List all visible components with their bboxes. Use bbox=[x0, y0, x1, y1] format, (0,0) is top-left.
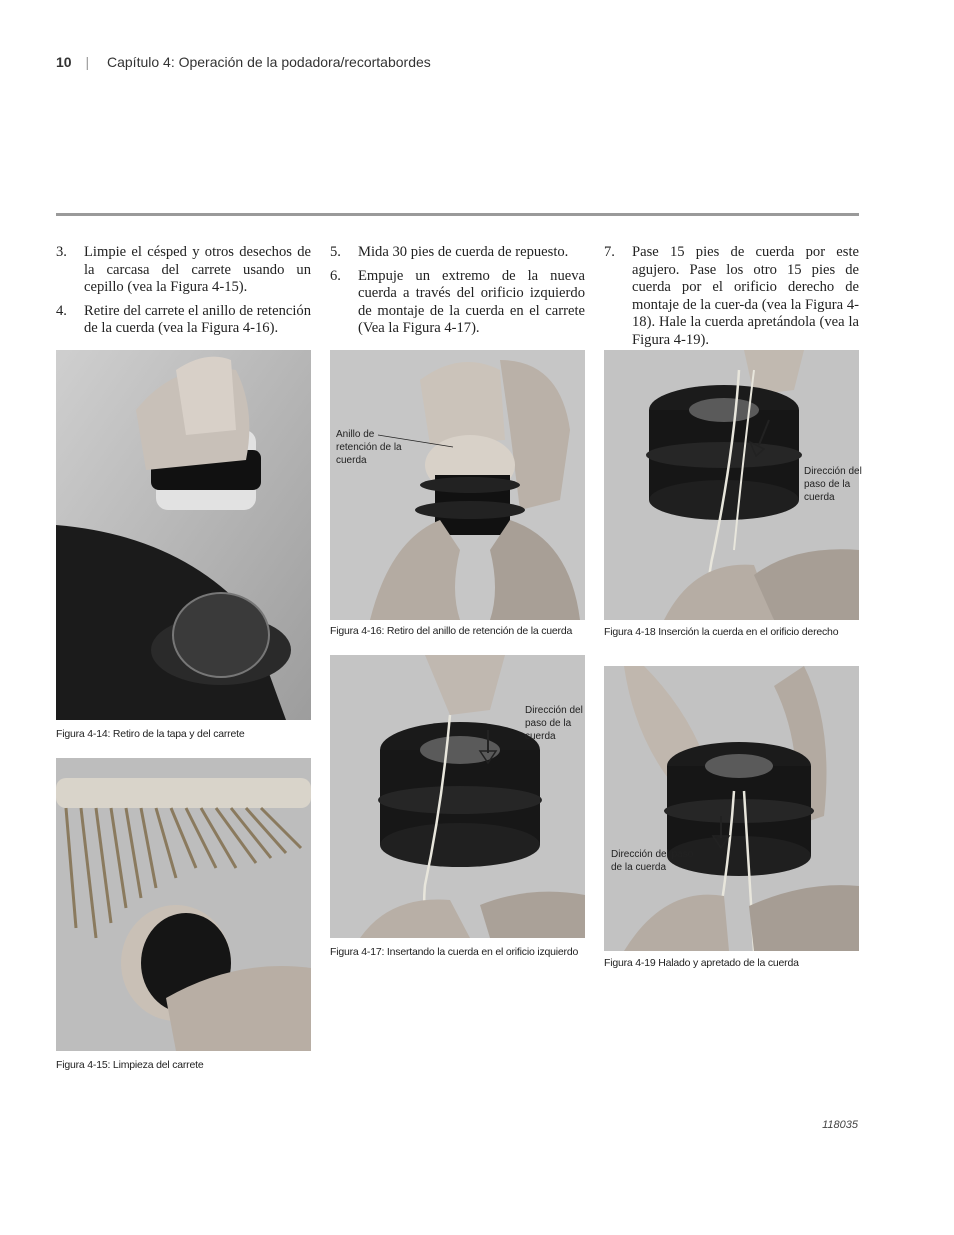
figure-4-19-caption: Figura 4-19 Halado y apretado de la cuerda bbox=[604, 957, 799, 969]
figure-4-18-caption: Figura 4-18 Inserción la cuerda en el orificio derecho bbox=[604, 626, 839, 638]
step-3: 3. Limpie el césped y otros desechos de la carcasa del carrete usando un cepillo (vea la Figura 4-15). bbox=[56, 244, 311, 296]
figure-4-14-caption: Figura 4-14: Retiro de la tapa y del carrete bbox=[56, 728, 245, 740]
figure-4-19-callout: Dirección del paso de la cuerda bbox=[611, 849, 694, 873]
section-divider bbox=[56, 213, 859, 216]
text-column-2 bbox=[330, 244, 585, 344]
figure-4-15-photo bbox=[56, 758, 311, 1051]
header-separator: | bbox=[85, 54, 90, 70]
chapter-title: Capítulo 4: Operación de la podadora/recortabordes bbox=[107, 54, 431, 70]
page-header bbox=[56, 54, 431, 70]
figure-4-14-photo bbox=[56, 350, 311, 720]
figure-4-18-callout: Dirección del paso de la cuerda bbox=[804, 466, 862, 503]
figure-4-15-caption: Figura 4-15: Limpieza del carrete bbox=[56, 1059, 204, 1071]
step-5: 5. Mida 30 pies de cuerda de repuesto. bbox=[330, 244, 569, 260]
figure-4-19-photo bbox=[604, 666, 859, 951]
step-6: 6. Empuje un extremo de la nueva cuerda a través del orificio izquierdo de montaje de la cuerda en el carrete (Vea la Figura 4-17). bbox=[330, 267, 585, 337]
page-number: 10 bbox=[56, 54, 72, 70]
figure-4-16-callout: Anillo de retención de la cuerda bbox=[336, 429, 402, 466]
figure-4-16-caption: Figura 4-16: Retiro del anillo de retención de la cuerda bbox=[330, 625, 573, 637]
text-column-3 bbox=[604, 244, 859, 356]
figure-4-17-photo bbox=[330, 655, 585, 938]
figure-4-16-photo bbox=[330, 350, 585, 620]
step-4: 4. Retire del carrete el anillo de retención de la cuerda (vea la Figura 4-16). bbox=[56, 302, 311, 337]
document-number: 118035 bbox=[822, 1119, 858, 1131]
step-7: 7. Pase 15 pies de cuerda por este agujero. Pase los otro 15 pies de cuerda por el orificio derecho de montaje de la cuer-da (vea la Figura 4-18). Hale la cuerda apretándola (vea la Figura 4-19). bbox=[604, 244, 859, 348]
text-column-1 bbox=[56, 244, 311, 344]
figure-4-17-callout: Dirección del paso de la cuerda bbox=[525, 705, 583, 742]
figure-4-17-caption: Figura 4-17: Insertando la cuerda en el orificio izquierdo bbox=[330, 946, 579, 958]
